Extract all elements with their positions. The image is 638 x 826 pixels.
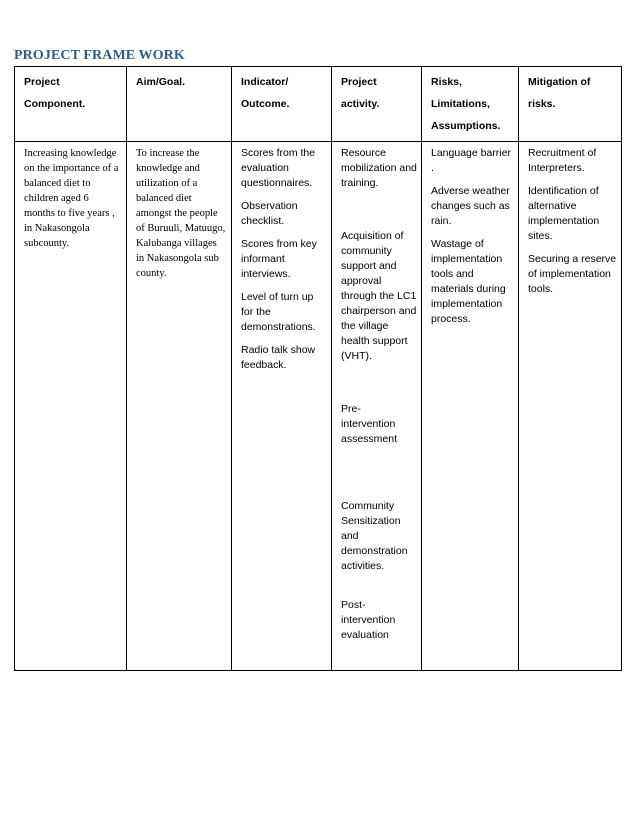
list-item: Acquisition of community support and approval through the LC1 chairperson and the village health support (VHT). <box>341 230 417 362</box>
list-item: Language barrier . <box>431 147 511 174</box>
header-indicator-outcome: Indicator/ Outcome. <box>232 67 332 142</box>
list-item: Radio talk show feedback. <box>241 344 316 371</box>
stray-mark: ` <box>14 668 18 680</box>
table-row <box>15 142 622 671</box>
cell-project-component: Increasing knowledge on the importance of a balanced diet to children aged 6 months to five years , in Nakasongola subcounty. <box>15 142 127 671</box>
list-item: Identification of alternative implementation sites. <box>528 185 600 242</box>
cell-risks <box>422 142 519 671</box>
list-item: Pre- intervention assessment <box>341 403 398 445</box>
list-item: Scores from key informant interviews. <box>241 238 317 280</box>
cell-mitigations <box>519 142 622 671</box>
header-aim-goal: Aim/Goal. <box>127 67 232 142</box>
list-item: Recruitment of Interpreters. <box>528 147 597 174</box>
header-risks: Risks, Limitations, Assumptions. <box>422 67 519 142</box>
cell-aim-goal: To increase the knowledge and utilization of a balanced diet amongst the people of Buruuli, Matuugo, Kalubanga villages in Nakasongola sub county. <box>127 142 232 671</box>
list-item: Observation checklist. <box>241 200 298 227</box>
list-item: Resource mobilization and training. <box>341 147 417 189</box>
cell-indicators <box>232 142 332 671</box>
project-framework-table <box>14 66 622 671</box>
list-item: Wastage of implementation tools and materials during implementation process. <box>431 238 506 325</box>
header-mitigation: Mitigation of risks. <box>519 67 622 142</box>
header-project-component: Project Component. <box>15 67 127 142</box>
header-project-activity: Project activity. <box>332 67 422 142</box>
list-item: Post- intervention evaluation <box>341 599 396 641</box>
list-item: Community Sensitization and demonstration activities. <box>341 500 408 572</box>
list-item: Level of turn up for the demonstrations. <box>241 291 316 333</box>
list-item: Scores from the evaluation questionnaires. <box>241 147 316 189</box>
list-item: Adverse weather changes such as rain. <box>431 185 510 227</box>
list-item: Securing a reserve of implementation tools. <box>528 253 617 295</box>
page-title: PROJECT FRAME WORK <box>14 48 185 63</box>
header-row <box>15 67 622 142</box>
cell-activities <box>332 142 422 671</box>
